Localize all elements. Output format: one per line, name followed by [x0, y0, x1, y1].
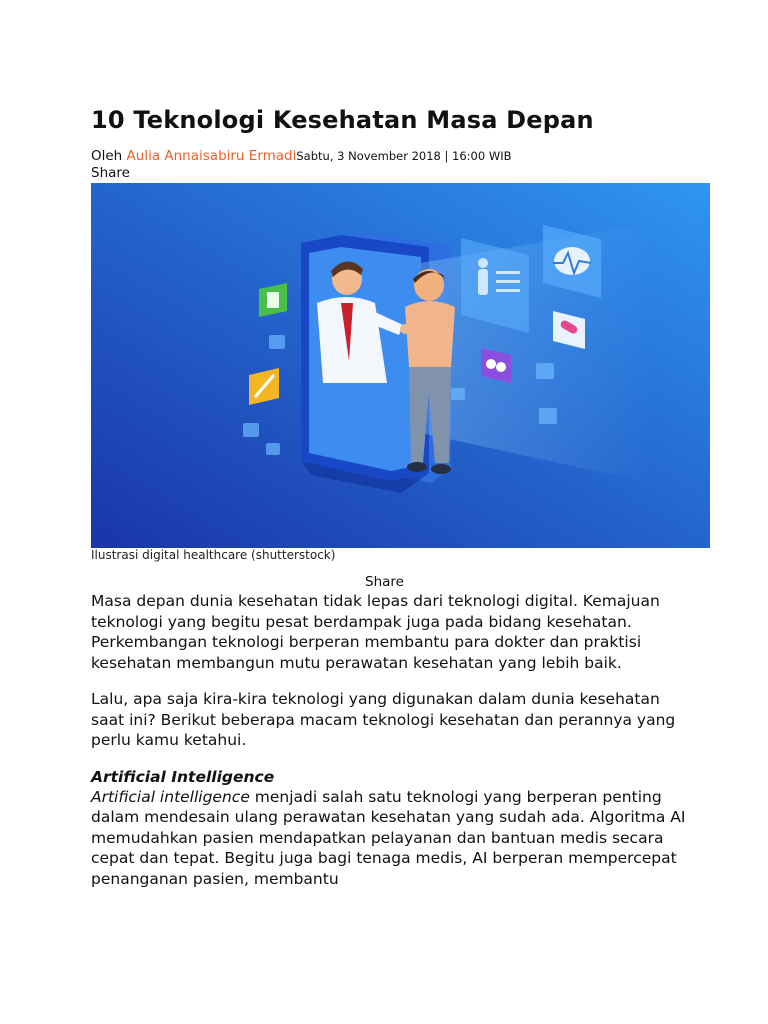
section-heading: Artificial Intelligence [91, 767, 275, 786]
byline [91, 148, 511, 164]
hero-image [91, 183, 710, 548]
byline-prefix: Oleh [91, 148, 127, 164]
author-link[interactable]: Aulia Annaisabiru Ermadi [126, 148, 297, 164]
publish-date: Sabtu, 3 November 2018 | 16:00 WIB [296, 149, 512, 163]
paragraph-2: Lalu, apa saja kira-kira teknologi yang digunakan dalam dunia kesehatan saat ini? Berikut beberapa macam teknologi kesehatan dan perannya yang perlu kamu ketahui. [91, 690, 676, 749]
share-link-middle[interactable]: Share [365, 574, 404, 590]
section-paragraph [91, 787, 691, 890]
section-text: menjadi salah satu teknologi yang berperan penting dalam mendesain ulang perawatan kesehatan yang sudah ada. Algoritma AI memudahkan pasien mendapatkan pelayanan dan bantuan medis secara cepat dan tepat. Begitu juga bagi tenaga medis, AI berperan mempercepat penanganan pasien, membantu [91, 787, 686, 888]
paragraph-1: Masa depan dunia kesehatan tidak lepas dari teknologi digital. Kemajuan teknologi yang begitu pesat berdampak juga pada bidang kesehatan. Perkembangan teknologi berperan membantu para dokter dan praktisi kesehatan membangun mutu perawatan kesehatan yang lebih baik. [91, 592, 660, 672]
section-term: Artificial intelligence [91, 787, 250, 806]
article-body [91, 591, 691, 905]
digital-healthcare-illustration [91, 183, 710, 548]
image-caption: Ilustrasi digital healthcare (shutterstock) [91, 548, 336, 562]
article-title: 10 Teknologi Kesehatan Masa Depan [91, 106, 594, 134]
share-link-top[interactable]: Share [91, 165, 130, 181]
medicine-bottle-card [259, 283, 287, 317]
